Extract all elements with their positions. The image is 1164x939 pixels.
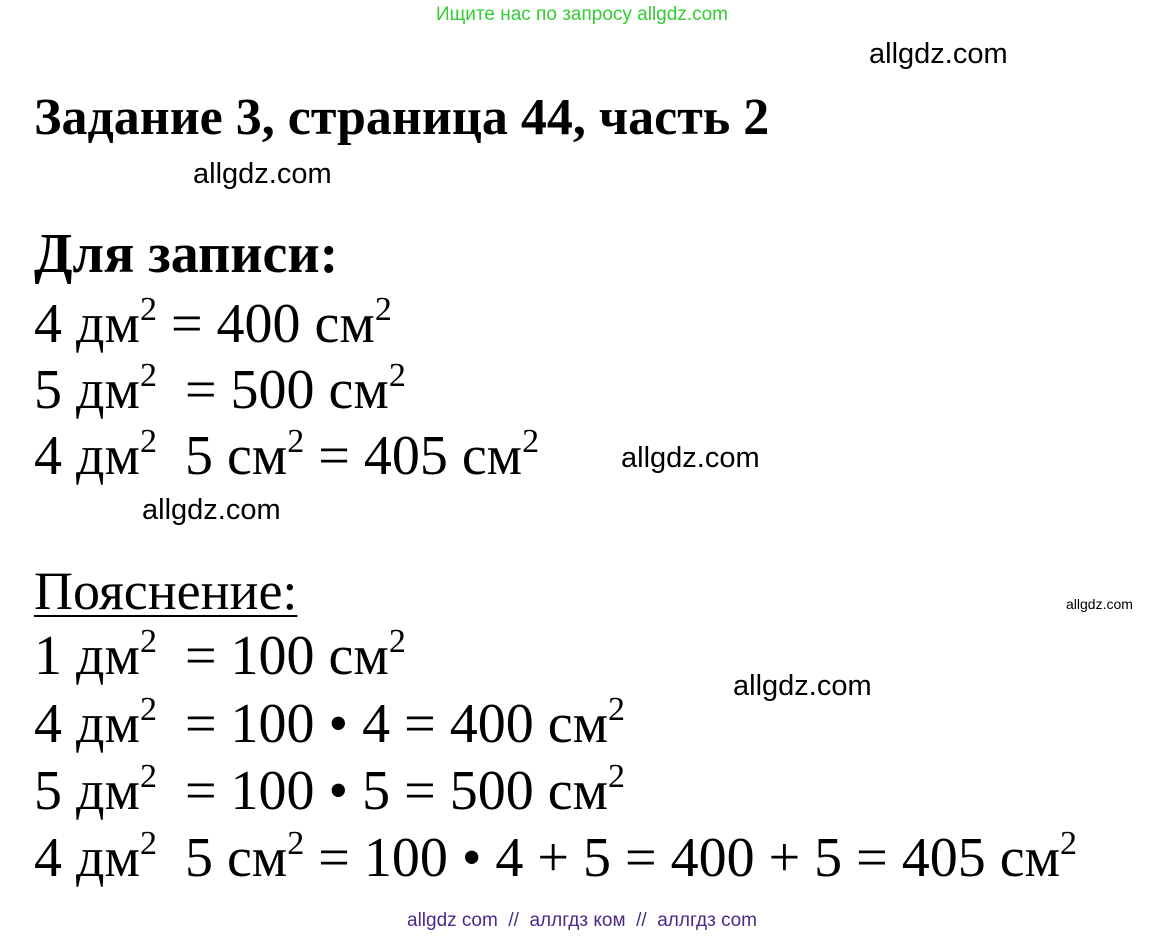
watermark: allgdz.com <box>869 38 1008 70</box>
explain-line-3: 5 $дм^2 = 100$ • 5 = 500 $см^2$ <box>34 758 625 822</box>
record-line-3: 4 $дм^2$ 5 $см^2 = 405$ $см^2$ <box>34 423 540 487</box>
record-line-1: 4 $дм^2 = 400$ $см^2$ <box>34 291 392 355</box>
explain-heading: Пояснение: <box>34 561 298 621</box>
watermark: allgdz.com <box>1066 596 1133 612</box>
watermark: allgdz.com <box>193 158 332 190</box>
watermark: allgdz.com <box>142 494 281 526</box>
page-title: Задание 3, страница 44, часть 2 <box>34 89 770 146</box>
watermark: allgdz.com <box>733 670 872 702</box>
record-heading: Для записи: <box>34 223 339 285</box>
watermark: allgdz.com <box>621 442 760 474</box>
explain-line-4: 4 $дм^2$ 5 $см^2 = 100$ • 4 + 5 = 400 + 5 = 405 $см^2$ <box>34 825 1078 889</box>
search-banner: Ищите нас по запросу allgdz.com <box>435 4 728 25</box>
footer-links: allgdz com // аллгдз ком // аллгдз com <box>407 910 757 931</box>
explain-line-2: 4 $дм^2 = 100$ • 4 = 400 $см^2$ <box>34 691 625 755</box>
record-line-2: 5 $дм^2 = 500$ $см^2$ <box>34 357 406 421</box>
explain-line-1: 1 $дм^2 = 100$ $см^2$ <box>34 623 406 687</box>
